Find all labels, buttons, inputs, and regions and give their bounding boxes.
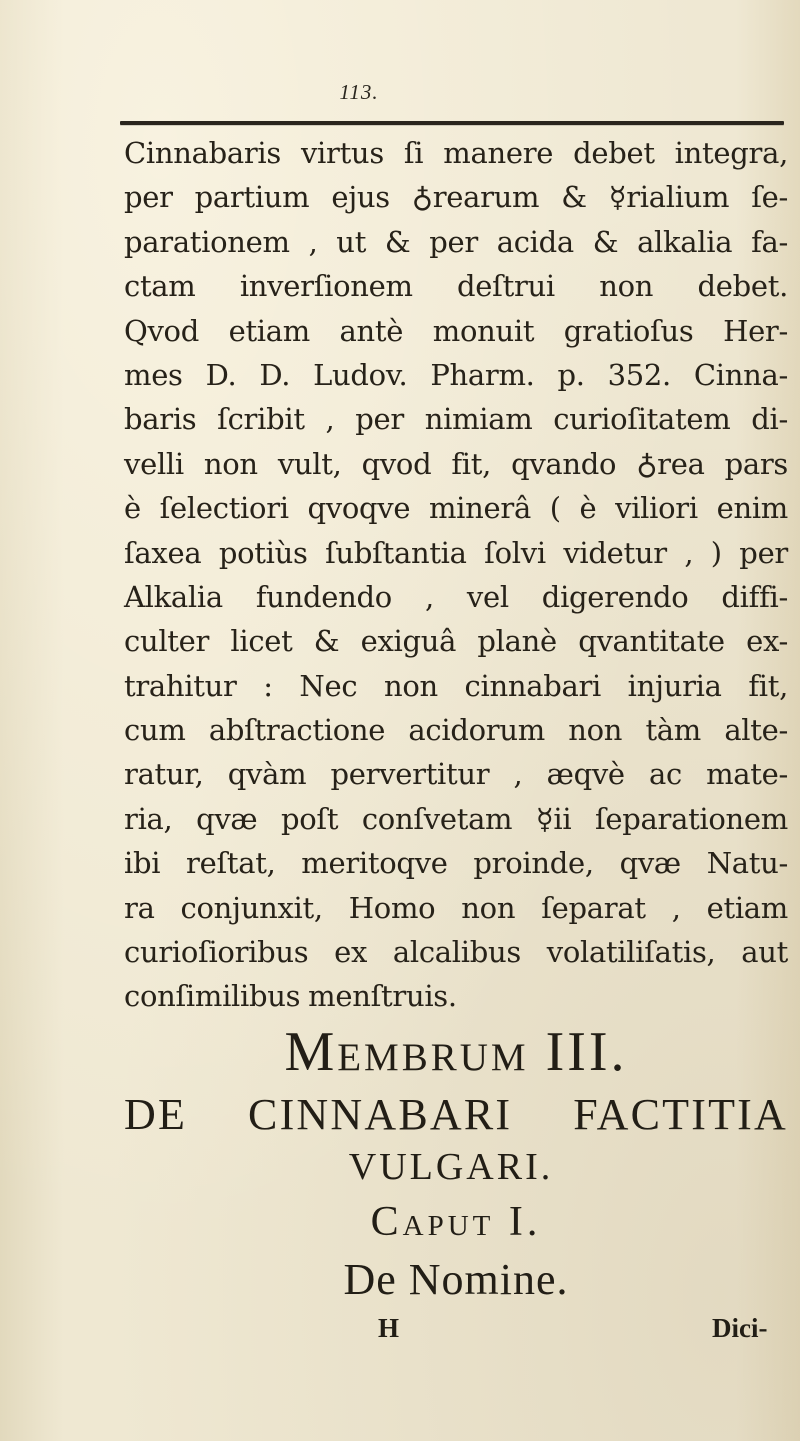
text-line: velli non vult, qvod fit, qvando ♁rea pars — [124, 446, 788, 481]
text-line: ctam inverſionem deſtrui non debet. — [124, 269, 788, 304]
body-paragraph — [124, 131, 788, 1019]
text-line: ria, qvæ poſt conſvetam ☿ii ſeparationem — [124, 801, 788, 836]
section-title-continued: VULGARI. — [348, 1146, 554, 1188]
text-line: curioſioribus ex alcalibus volatiliſatis, aut — [124, 935, 788, 970]
text-line: parationem , ut & per acida & alkalia fa- — [124, 224, 788, 259]
text-line: è ſelectiori qvoqve minerâ ( è viliori enim — [124, 491, 788, 526]
text-line: Alkalia fundendo , vel digerendo diffi- — [124, 579, 788, 614]
text-line: ſaxea potiùs ſubſtantia ſolvi videtur , ) per — [124, 535, 788, 570]
page-number: 113. — [339, 80, 379, 104]
text-line: Cinnabaris virtus ſi manere debet integra, — [124, 136, 788, 170]
text-line: baris ſcribit , per nimiam curioſitatem di- — [124, 402, 788, 437]
header-rule — [120, 121, 784, 125]
text-line: ratur, qvàm pervertitur , æqvè ac mate- — [124, 757, 788, 792]
text-line: cum abſtractione acidorum non tàm alte- — [124, 713, 788, 748]
text-line: conſimilibus menſtruis. — [124, 979, 457, 1014]
text-line: ibi reſtat, meritoqve proinde, qvæ Natu- — [124, 846, 788, 881]
text-line: culter licet & exiguâ planè qvantitate ex- — [124, 624, 788, 659]
text-line: Qvod etiam antè monuit gratioſus Her- — [124, 313, 788, 348]
text-line: ra conjunxit, Homo non ſeparat , etiam — [124, 890, 788, 925]
text-line: per partium ejus ♁rearum & ☿rialium ſe- — [124, 180, 788, 215]
member-title: Membrum III. — [284, 1021, 628, 1083]
chapter-subtitle: De Nomine. — [343, 1255, 569, 1304]
chapter-heading: Caput I. — [370, 1199, 542, 1245]
signature-mark: H — [378, 1313, 400, 1343]
text-line: mes D. D. Ludov. Pharm. p. 352. Cinna- — [124, 357, 788, 392]
section-title: DE CINNABARI FACTITIA — [124, 1090, 788, 1139]
catchword: Dici- — [712, 1313, 768, 1343]
text-line: trahitur : Nec non cinnabari injuria fit, — [124, 668, 788, 703]
